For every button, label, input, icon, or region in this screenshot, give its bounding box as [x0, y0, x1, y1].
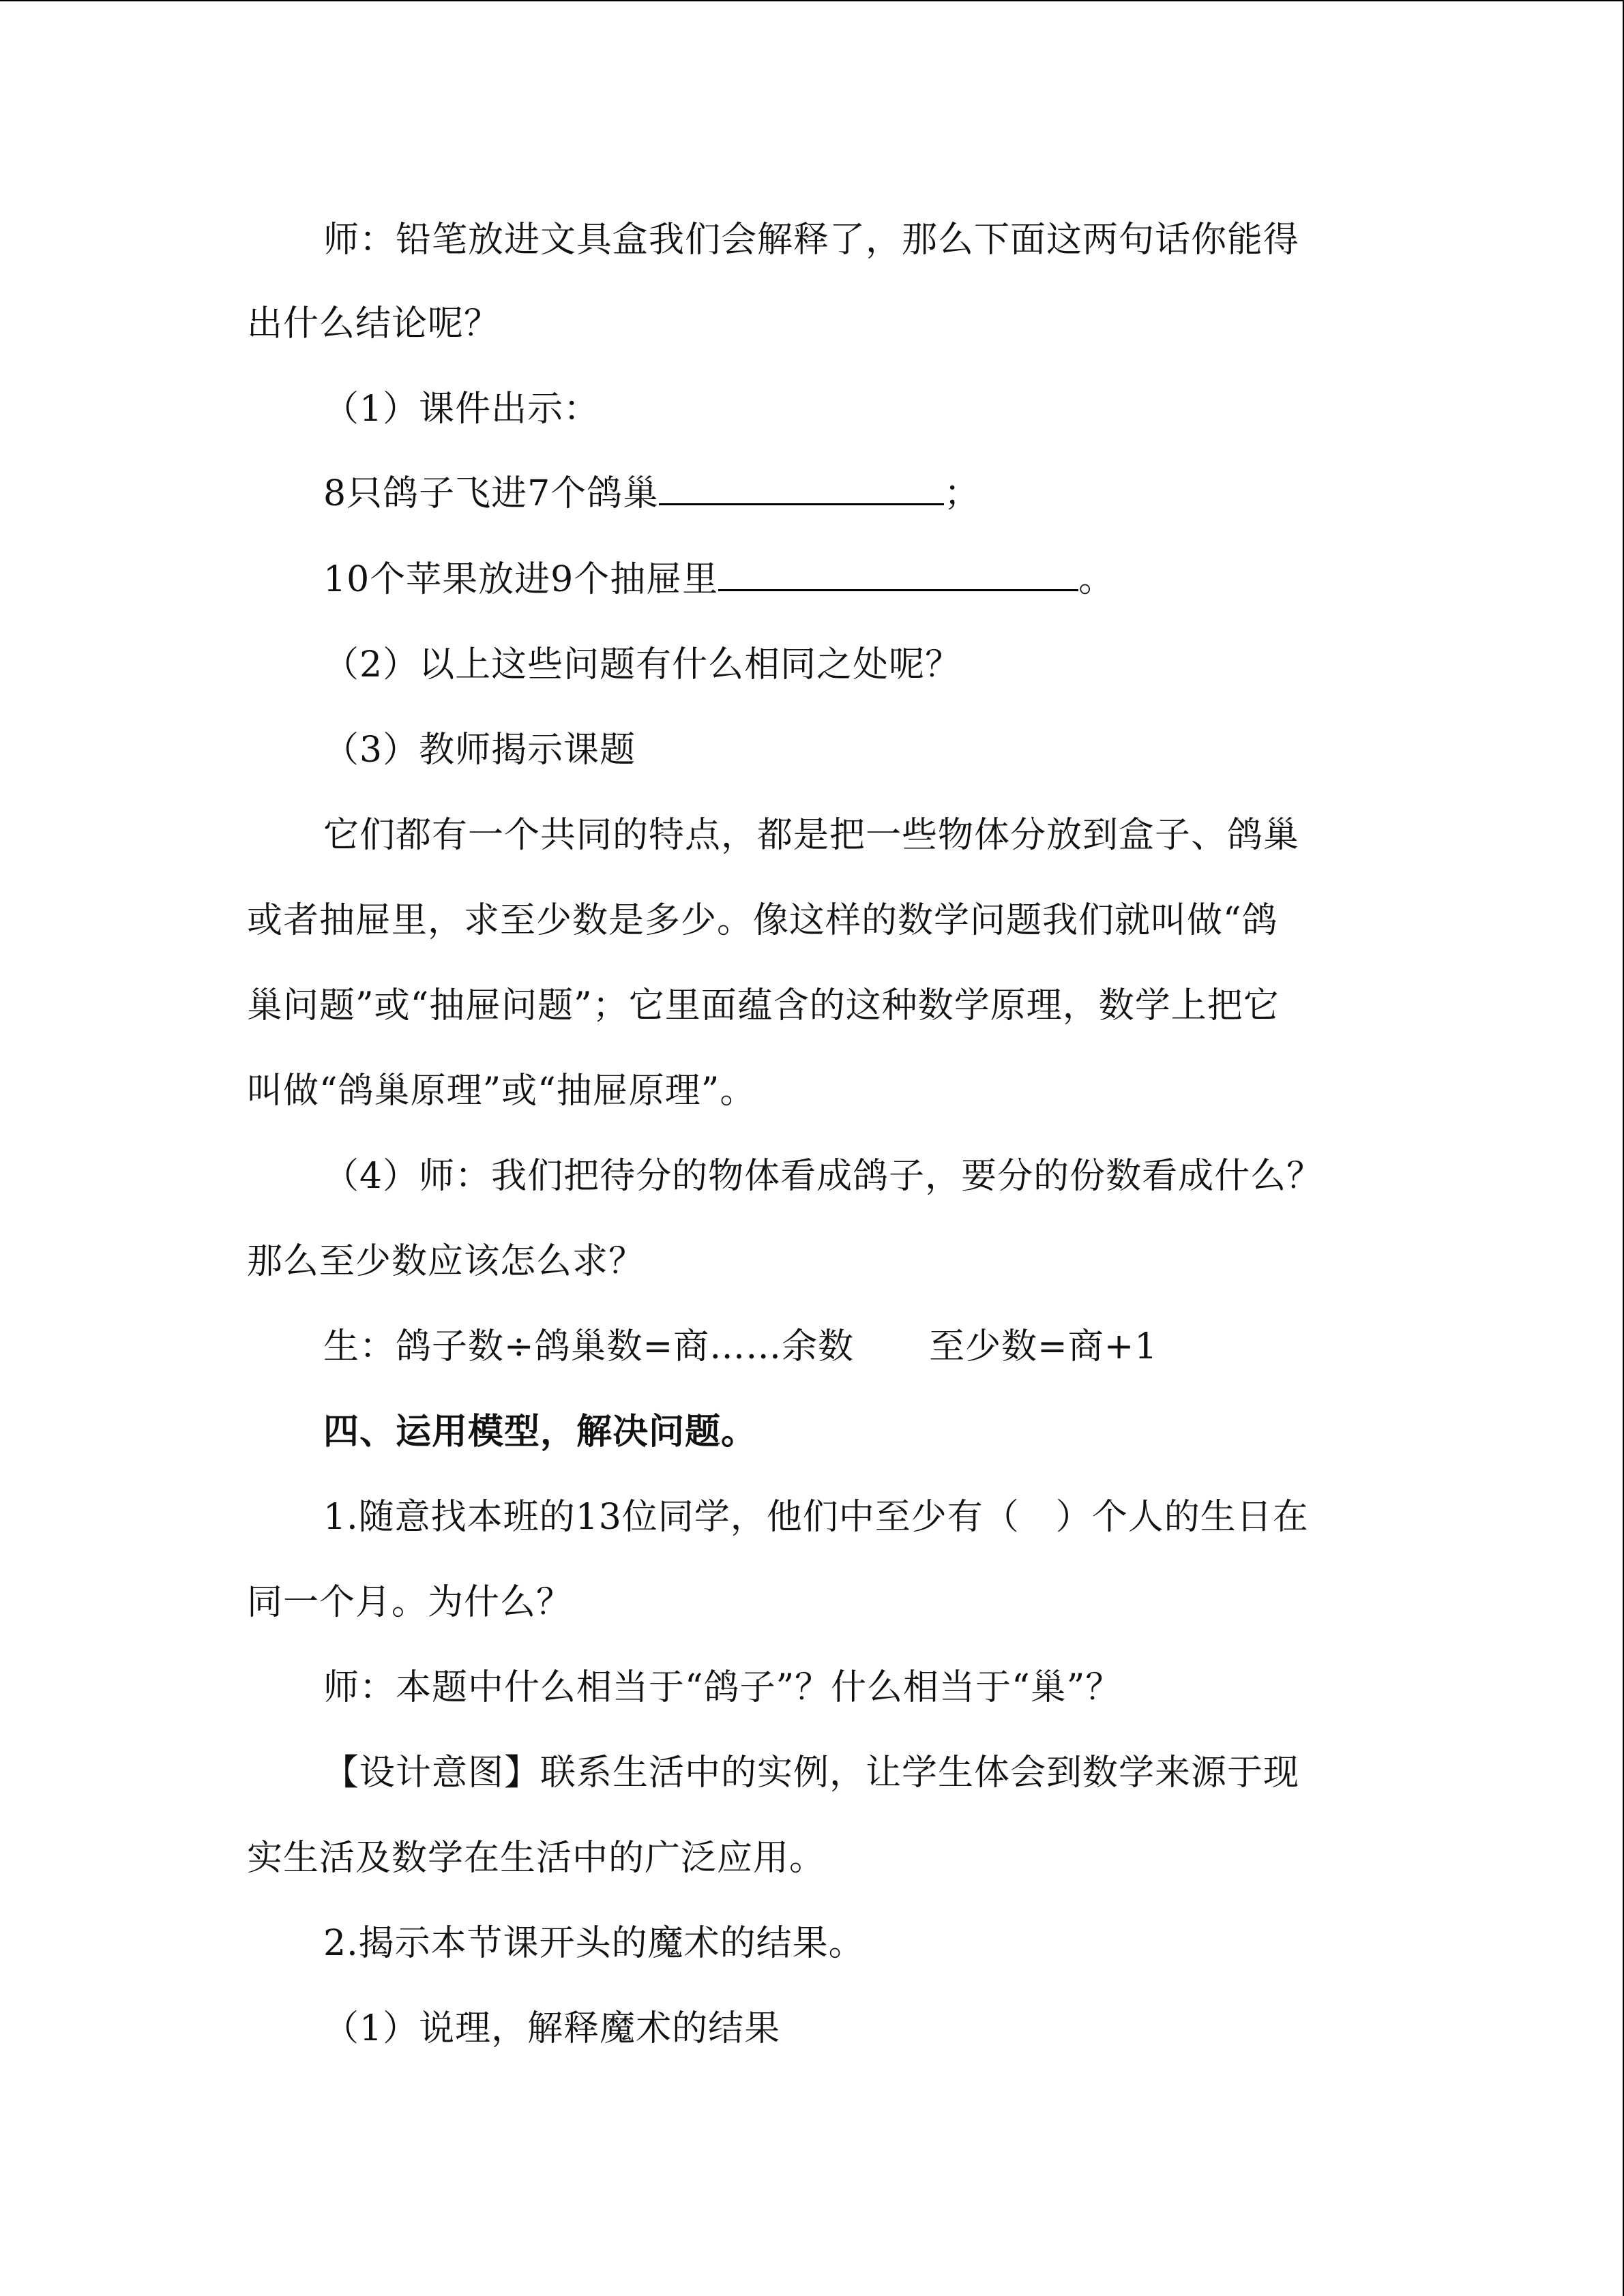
answer-blank[interactable]: [659, 473, 944, 505]
paragraph-line: 师：本题中什么相当于“鸽子”？什么相当于“巢”？: [323, 1667, 1122, 1708]
answer-blank[interactable]: [718, 559, 1078, 591]
paragraph-line: 【设计意图】联系生活中的实例，让学生体会到数学来源于现: [323, 1753, 1300, 1793]
paragraph-line: 2.揭示本节课开头的魔术的结果。: [323, 1923, 865, 1964]
paragraph-line: 实生活及数学在生活中的广泛应用。: [247, 1838, 826, 1879]
paragraph-line: （1）课件出示：: [323, 389, 600, 430]
paragraph-line: 师：铅笔放进文具盒我们会解释了，那么下面这两句话你能得: [323, 220, 1300, 260]
section-heading: 四、运用模型，解决问题。: [323, 1411, 758, 1452]
formula-line: 生：鸽子数÷鸽巢数=商……余数 至少数=商+1: [323, 1326, 1158, 1367]
fill-in-line: 10个苹果放进9个抽屉里 。: [323, 559, 1115, 600]
paragraph-line: （4）师：我们把待分的物体看成鸽子，要分的份数看成什么？: [323, 1156, 1323, 1197]
paragraph-line: 它们都有一个共同的特点，都是把一些物体分放到盒子、鸽巢: [323, 815, 1300, 856]
paragraph-line: 或者抽屉里，求至少数是多少。像这样的数学问题我们就叫做“鸽: [247, 900, 1278, 941]
paragraph-line: 巢问题”或“抽屉问题”；它里面蕴含的这种数学原理，数学上把它: [247, 985, 1280, 1026]
paragraph-line: 1.随意找本班的13位同学，他们中至少有（ ）个人的生日在: [323, 1497, 1309, 1538]
paragraph-line: 叫做“鸽巢原理”或“抽屉原理”。: [247, 1071, 756, 1112]
paragraph-line: （1）说理，解释魔术的结果: [323, 2008, 781, 2049]
paragraph-line: （3）教师揭示课题: [323, 730, 636, 771]
fill-in-line: 8只鸽子飞进7个鸽巢 ；: [323, 473, 981, 514]
paragraph-line: 出什么结论呢？: [247, 303, 501, 344]
paragraph-line: 那么至少数应该怎么求？: [247, 1241, 645, 1282]
paragraph-line: （2）以上这些问题有什么相同之处呢？: [323, 644, 962, 685]
paragraph-line: 同一个月。为什么？: [247, 1582, 573, 1623]
